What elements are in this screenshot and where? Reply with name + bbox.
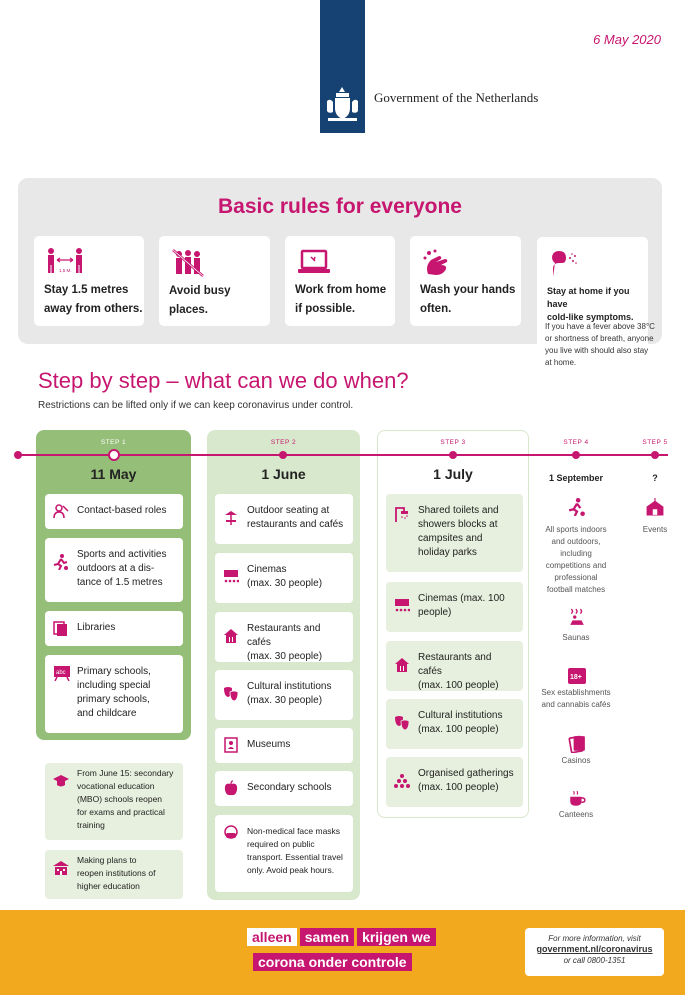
step4-item-sex-cannabis: Sex establishments and cannabis cafés — [541, 688, 611, 709]
graduation-icon — [53, 773, 69, 789]
slogan-word: alleen — [247, 928, 297, 946]
step2-item-secondary: Secondary schools — [215, 771, 353, 806]
rule-line2: often. — [420, 303, 452, 315]
step4-label: STEP 4 — [563, 439, 589, 446]
step3-item-gatherings: Organised gatherings (max. 100 people) — [386, 757, 523, 807]
restaurant-icon — [223, 628, 239, 644]
steps-subtitle: Restrictions can be lifted only if we can keep coronavirus under control. — [38, 400, 354, 411]
football-icon — [568, 498, 586, 516]
slogan-word: samen — [300, 928, 354, 946]
step2-item-cultural: Cultural institutions (max. 30 people) — [215, 670, 353, 720]
tent-icon — [646, 498, 664, 516]
timeline-current-dot — [108, 449, 120, 461]
step2-item-museums: Museums — [215, 728, 353, 763]
masks-icon — [394, 715, 410, 731]
symptoms-line1: Stay at home if you have — [547, 286, 630, 309]
step1-label: STEP 1 — [100, 439, 127, 446]
crest-icon — [325, 85, 360, 123]
step1-item-libraries: Libraries — [45, 611, 183, 646]
timeline-dot — [14, 451, 22, 459]
cinema-icon — [223, 569, 239, 585]
slogan-line2 — [253, 954, 412, 972]
step1-item-contact: Contact-based roles — [45, 494, 183, 529]
steps-title: Step by step – what can we do when? — [38, 368, 409, 393]
step2-date: 1 June — [261, 466, 306, 482]
svg-text:18+: 18+ — [570, 674, 582, 681]
rule-card-home — [285, 236, 395, 326]
basic-rules-title: Basic rules for everyone — [218, 195, 462, 218]
rule-line2: away from others. — [44, 303, 143, 315]
step1-extra-mbo: From June 15: secondary vocational education (MBO) schools reopen for exams and practical training — [45, 763, 183, 840]
rule-card-wash — [410, 236, 521, 326]
books-icon — [53, 620, 69, 636]
step4-item-saunas: Saunas — [562, 633, 590, 642]
step3-item-restaurants: Restaurants and cafés (max. 100 people) — [386, 641, 523, 691]
step4-item-canteens: Canteens — [558, 810, 594, 819]
step4-date: 1 September — [548, 473, 604, 483]
contact-icon — [53, 503, 69, 519]
timeline-dot — [651, 451, 659, 459]
crowd-icon — [171, 248, 205, 278]
masks-icon — [223, 686, 239, 702]
cup-icon — [568, 790, 586, 808]
shower-icon — [394, 506, 410, 522]
government-name: Government of the Netherlands — [374, 90, 539, 105]
symptoms-note: If you have a fever above 38°C or shortness of breath, anyone you live with should also stay at home. — [545, 322, 655, 367]
rule-line1: Avoid busy places. — [169, 285, 231, 316]
timeline-dot — [572, 451, 580, 459]
step5-label: STEP 5 — [642, 439, 668, 446]
gathering-icon — [394, 773, 410, 789]
restaurant-icon — [394, 657, 410, 673]
distance-icon — [46, 248, 86, 276]
publication-date: 6 May 2020 — [593, 32, 661, 47]
step5-date: ? — [652, 473, 658, 483]
step3-date: 1 July — [433, 466, 473, 482]
step3-item-showers: Shared toilets and showers blocks at campsites and holiday parks — [386, 494, 523, 572]
runner-icon — [53, 554, 69, 570]
building-icon — [53, 860, 69, 876]
apple-icon — [223, 780, 239, 796]
svg-text:abc: abc — [56, 670, 66, 676]
step4-item-sports: All sports indoors and outdoors, including competitions and professional football matches — [545, 525, 607, 594]
museum-icon — [223, 737, 239, 753]
slogan-line1 — [247, 929, 436, 947]
step1-item-schools: abc Primary schools, including special primary schools, and childcare — [45, 655, 183, 733]
step1-item-sports: Sports and activities outdoors at a dis- tance of 1.5 metres — [45, 538, 183, 602]
info-box — [525, 928, 664, 976]
step1-date: 11 May — [90, 466, 137, 482]
step4-item-casinos: Casinos — [561, 756, 591, 765]
step2-item-restaurants: Restaurants and cafés (max. 30 people) — [215, 612, 353, 662]
sneeze-icon — [549, 249, 579, 279]
step2-item-terraces: Outdoor seating at restaurants and cafés — [215, 494, 353, 544]
rule-line1: Work from home — [295, 284, 387, 296]
step2-label: STEP 2 — [270, 439, 297, 446]
hands-icon — [422, 248, 452, 278]
info-line1: For more information, visit — [548, 934, 641, 943]
step3-item-cinemas: Cinemas (max. 100 people) — [386, 582, 523, 632]
info-phone: or call 0800-1351 — [563, 956, 626, 965]
step3-label: STEP 3 — [440, 439, 466, 446]
step1-extra-higher-ed: Making plans to reopen institutions of higher education — [45, 850, 183, 899]
rule-line1: Wash your hands — [420, 284, 516, 296]
timeline-dot — [279, 451, 287, 459]
slogan-word: corona onder controle — [253, 953, 412, 971]
svg-text:1,5 M.: 1,5 M. — [59, 268, 72, 273]
facemask-icon — [223, 825, 239, 841]
rule-card-symptoms — [537, 237, 655, 377]
step2-item-facemasks: Non-medical face masks required on public transport. Essential travel only. Avoid peak hours. — [215, 815, 353, 892]
abc-board-icon — [53, 665, 71, 681]
rule-line1: Stay 1.5 metres — [44, 284, 129, 296]
rule-card-distance — [34, 236, 144, 326]
step3-item-cultural: Cultural institutions (max. 100 people) — [386, 699, 523, 749]
timeline-dot — [449, 451, 457, 459]
step2-item-cinemas: Cinemas (max. 30 people) — [215, 553, 353, 603]
step5-item-events: Events — [642, 525, 668, 534]
terrace-icon — [223, 510, 239, 526]
rule-card-busy — [159, 236, 270, 326]
symptoms-line2: cold-like symptoms. — [547, 312, 634, 322]
slogan-word: krijgen we — [357, 928, 435, 946]
cinema-icon — [394, 598, 410, 614]
info-link[interactable]: government.nl/coronavirus — [536, 944, 653, 954]
18plus-icon — [567, 667, 587, 685]
cards-icon — [568, 735, 586, 753]
laptop-icon — [297, 248, 331, 276]
sauna-icon — [568, 608, 586, 626]
rule-line2: if possible. — [295, 303, 356, 315]
